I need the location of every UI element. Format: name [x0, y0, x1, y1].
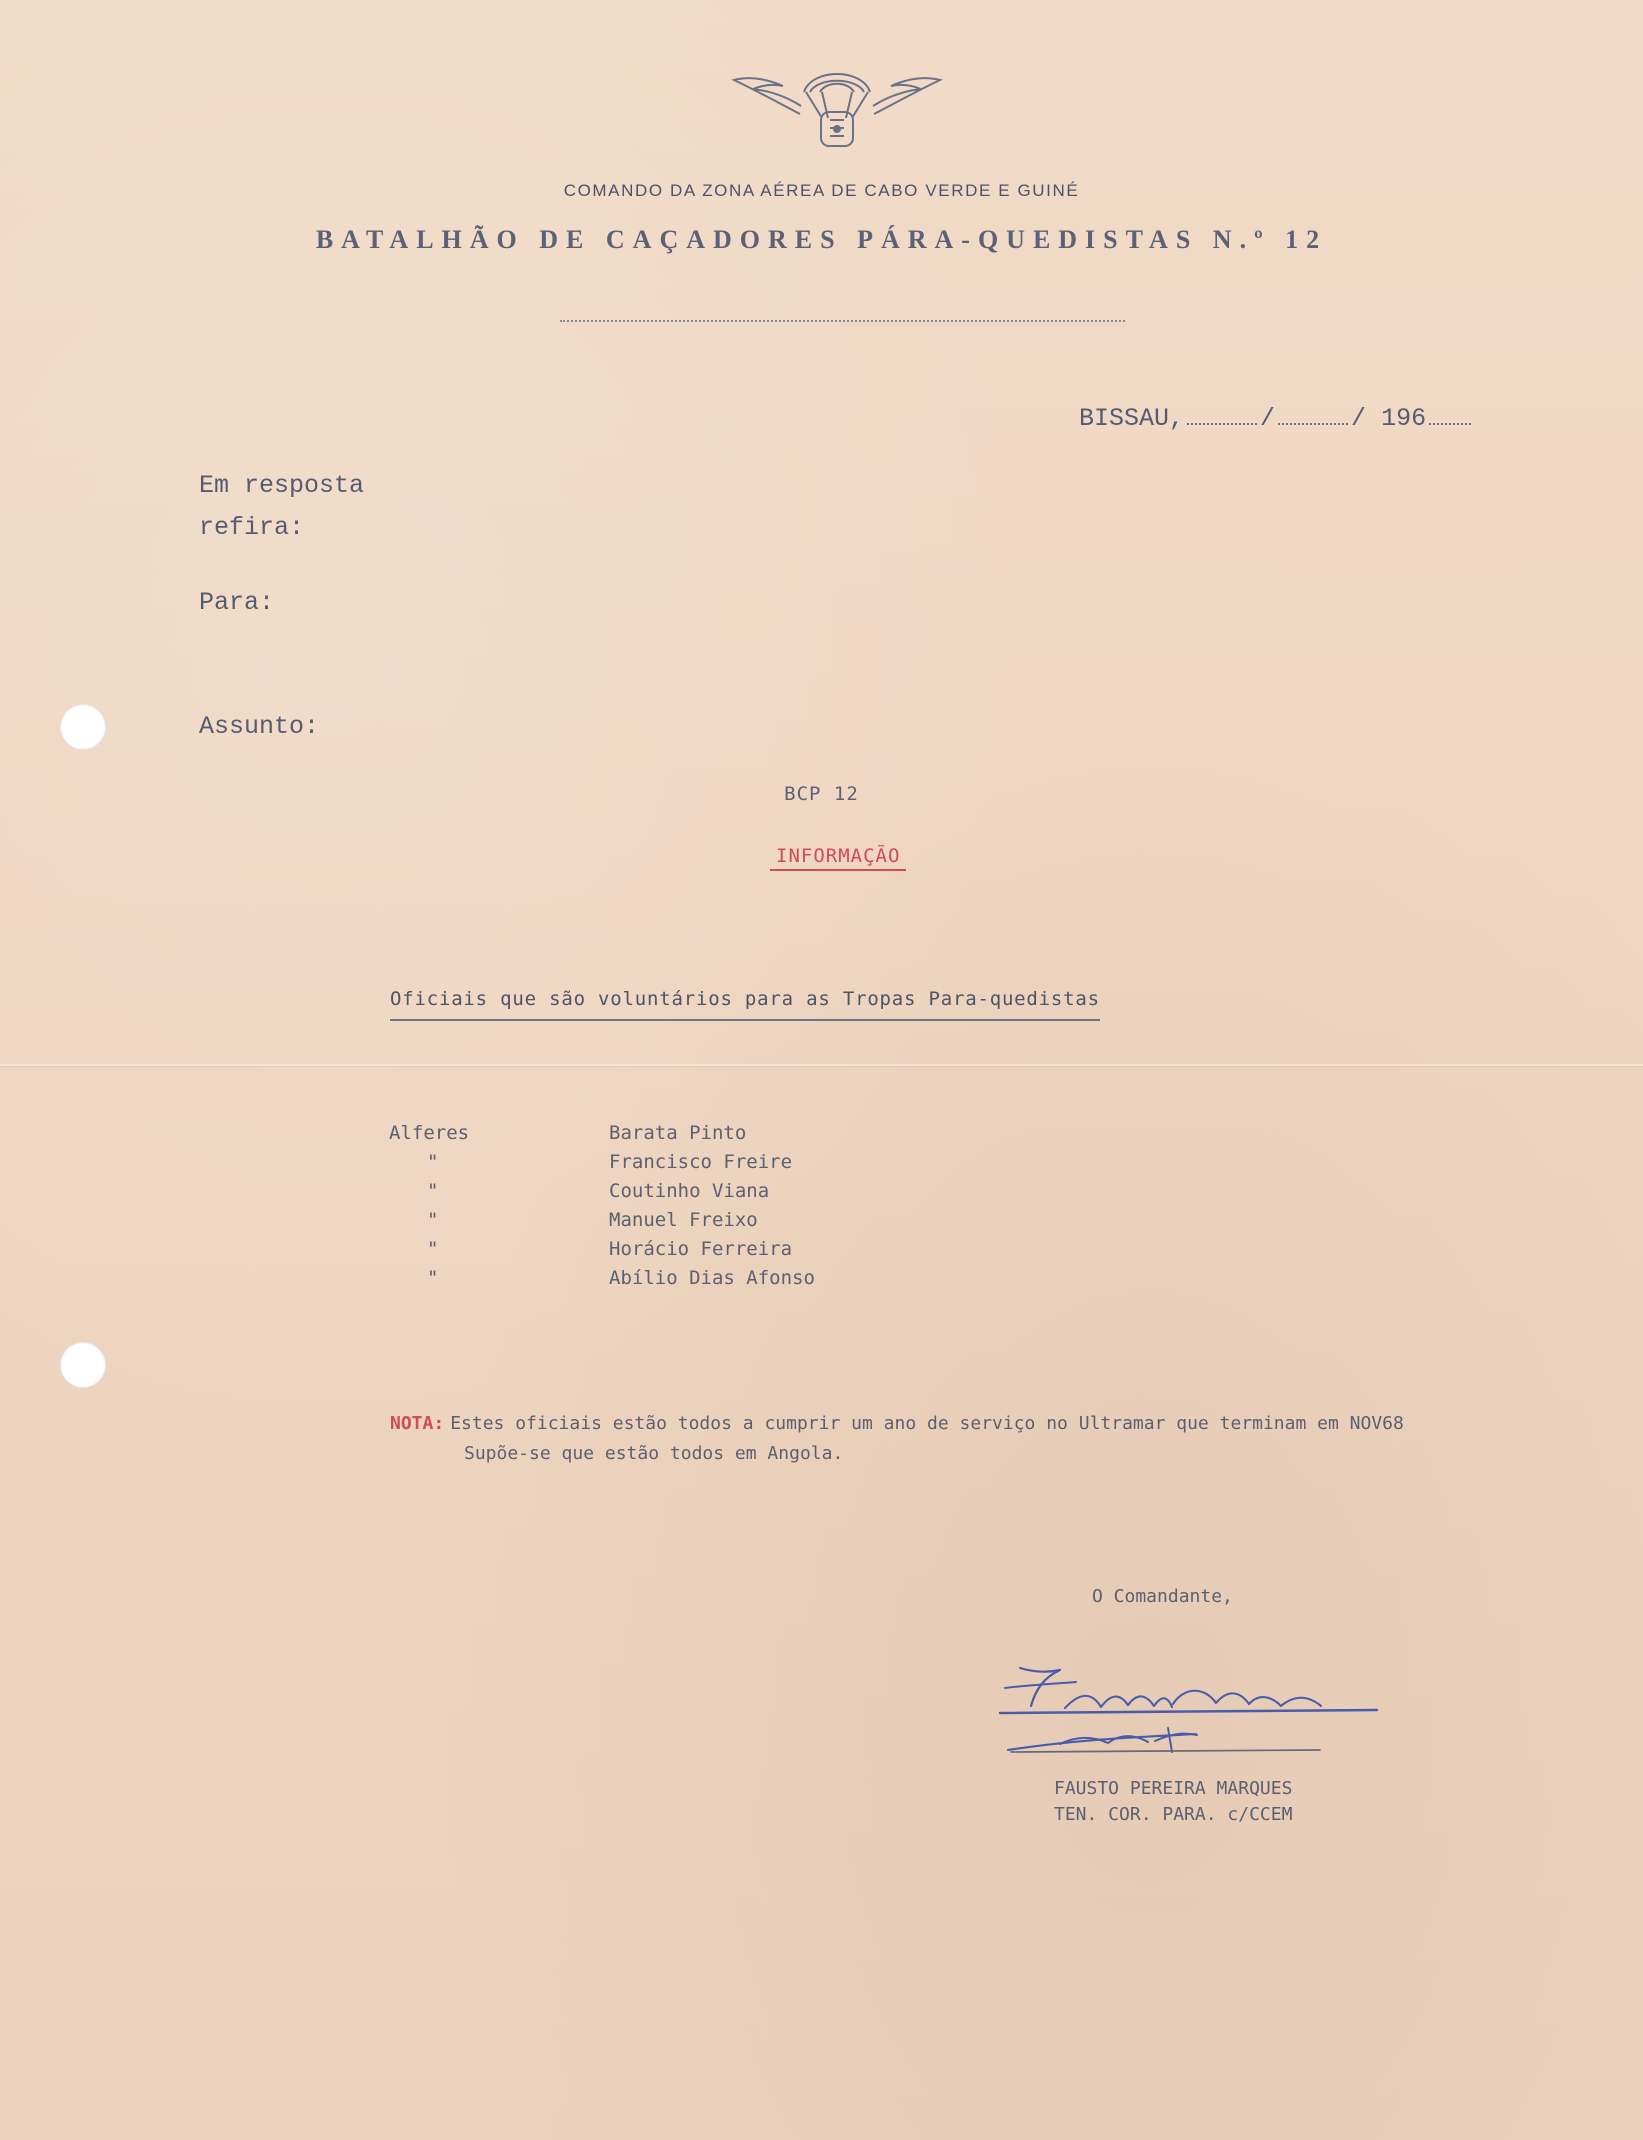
- date-line: [1079, 404, 1499, 433]
- note-label: NOTA:: [390, 1413, 445, 1434]
- punch-hole-top: [60, 704, 106, 750]
- reply-reference-label: Em resposta refira:: [199, 471, 365, 542]
- battalion-heading: BATALHÃO DE CAÇADORES PÁRA-QUEDISTAS N.º 12: [315, 225, 1328, 254]
- date-separator-1: /: [1260, 404, 1276, 433]
- note-line-1: [390, 1409, 1570, 1439]
- paper-fold-line: [0, 1064, 1643, 1066]
- subject-label: Assunto:: [199, 712, 320, 741]
- officer-name: Abílio Dias Afonso: [609, 1266, 815, 1289]
- officer-rank-ditto: ": [427, 1179, 439, 1202]
- punch-hole-bottom: [60, 1342, 106, 1388]
- date-day-blank: [1187, 409, 1257, 425]
- command-heading: COMANDO DA ZONA AÉREA DE CABO VERDE E GUINÉ: [563, 181, 1080, 200]
- handwritten-signature: [990, 1648, 1390, 1766]
- officer-name: Coutinho Viana: [609, 1179, 770, 1202]
- officer-rank-ditto: ": [427, 1266, 439, 1289]
- information-title: INFORMAÇÃO: [770, 845, 906, 871]
- officer-row: [389, 1263, 909, 1292]
- officer-row: [389, 1234, 909, 1263]
- officer-row: [389, 1205, 909, 1234]
- header-dotted-divider: [560, 320, 1125, 322]
- officers-list: [389, 1118, 909, 1292]
- date-month-blank: [1278, 409, 1348, 425]
- date-year-blank: [1429, 409, 1471, 425]
- officer-rank-ditto: ": [427, 1208, 439, 1231]
- officer-row: [389, 1176, 909, 1205]
- unit-code: BCP 12: [784, 783, 859, 805]
- officer-name: Horácio Ferreira: [609, 1237, 793, 1260]
- date-separator-2: /: [1351, 404, 1367, 433]
- officer-rank-ditto: ": [427, 1237, 439, 1260]
- note-block: [390, 1409, 1570, 1469]
- officer-rank: Alferes: [389, 1121, 470, 1144]
- signer-title: TEN. COR. PARA. c/CCEM: [1054, 1804, 1293, 1825]
- officer-name: Manuel Freixo: [609, 1208, 758, 1231]
- commander-signoff: O Comandante,: [1092, 1586, 1233, 1607]
- note-text-1: Estes oficiais estão todos a cumprir um ano de serviço no Ultramar que terminam em NOV68: [450, 1413, 1404, 1434]
- officer-row: [389, 1118, 909, 1147]
- recipient-label: Para:: [199, 588, 275, 617]
- officer-name: Francisco Freire: [609, 1150, 793, 1173]
- date-prefix: BISSAU,: [1079, 404, 1185, 433]
- officer-name: Barata Pinto: [609, 1121, 747, 1144]
- volunteers-title: Oficiais que são voluntários para as Tropas Para-quedistas: [390, 988, 1100, 1021]
- officer-row: [389, 1147, 909, 1176]
- parachute-wings-emblem-icon: [722, 50, 952, 162]
- signer-name: FAUSTO PEREIRA MARQUES: [1054, 1778, 1293, 1799]
- officer-rank-ditto: ": [427, 1150, 439, 1173]
- signer-details: [1054, 1776, 1292, 1828]
- date-year-prefix: 196: [1381, 404, 1427, 433]
- note-line-2: Supõe-se que estão todos em Angola.: [464, 1443, 844, 1464]
